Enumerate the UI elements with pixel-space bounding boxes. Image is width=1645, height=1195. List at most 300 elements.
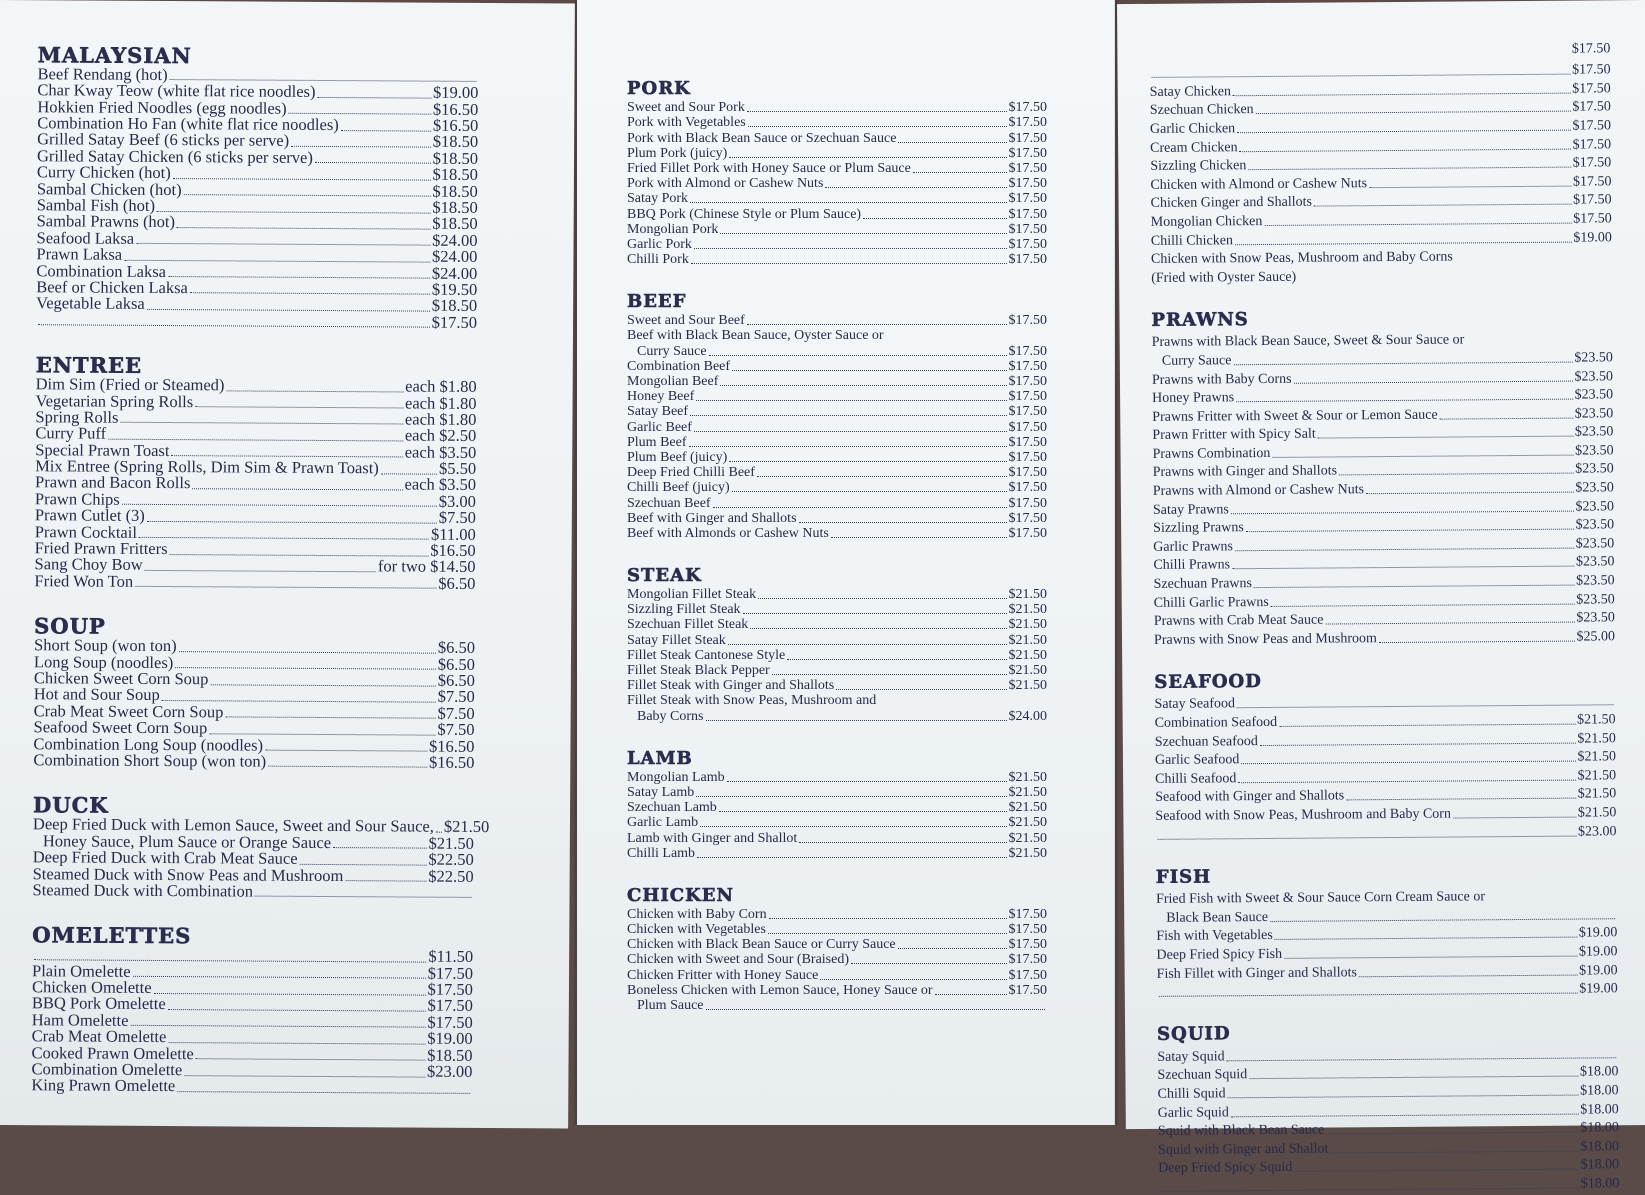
item-name: Satay Prawns	[1152, 501, 1229, 518]
dot-leader	[1275, 937, 1577, 940]
item-price: $19.50	[431, 279, 478, 299]
dot-leader	[345, 880, 426, 881]
item-price: each $1.80	[405, 376, 477, 397]
dot-leader	[898, 948, 1007, 949]
item-price: $21.50	[1577, 805, 1617, 821]
menu-item	[627, 708, 1047, 723]
menu-item	[627, 450, 1047, 465]
item-price: $21.50	[1008, 663, 1047, 678]
item-price: $17.50	[1008, 343, 1047, 359]
dot-leader	[1158, 835, 1576, 839]
item-price: $17.50	[1008, 449, 1047, 465]
dot-leader	[748, 126, 1007, 127]
dot-leader	[268, 766, 427, 768]
dot-leader	[694, 248, 1007, 249]
item-price: $23.50	[1575, 536, 1615, 552]
item-name: Chicken with Black Bean Sauce or Curry Sauce	[627, 937, 896, 953]
dot-leader	[184, 1075, 425, 1077]
dot-leader	[713, 507, 1007, 508]
item-name: Deep Fried Chilli Beef	[627, 465, 755, 481]
menu-item	[1151, 263, 1612, 285]
item-name: Hokkien Fried Noodles (egg noodles)	[37, 96, 287, 118]
item-price: for two $14.50	[377, 556, 476, 577]
item-price: $21.50	[1008, 587, 1047, 603]
dot-leader	[130, 1025, 425, 1028]
item-price: $18.00	[1579, 1064, 1619, 1080]
item-name: Prawn and Bacon Rolls	[34, 472, 191, 493]
item-price: $17.50	[1008, 100, 1047, 116]
item-name: Chicken with Vegetables	[627, 922, 766, 938]
menu-item	[627, 770, 1047, 785]
dot-leader	[772, 674, 1007, 675]
dot-leader	[700, 826, 1006, 827]
menu-section	[1151, 308, 1615, 648]
item-name: Fried Fish with Sweet & Sour Sauce Corn Cream Sauce or	[1155, 889, 1486, 908]
section-heading: MALAYSIAN	[37, 42, 192, 69]
item-name: Chilli Prawns	[1153, 557, 1231, 574]
dot-leader	[913, 172, 1007, 173]
dot-leader	[1236, 399, 1572, 403]
item-price: $24.00	[431, 263, 478, 283]
dot-leader	[1318, 436, 1573, 439]
item-price: $23.50	[1574, 350, 1613, 366]
dot-leader	[1272, 454, 1573, 457]
item-name: Dim Sim (Fried or Steamed)	[35, 374, 225, 395]
dot-leader	[210, 684, 435, 686]
dot-leader	[133, 976, 426, 979]
dot-leader	[732, 491, 1007, 492]
item-name: Prawns with Ginger and Shallots	[1152, 463, 1338, 481]
dot-leader	[1279, 724, 1575, 727]
item-price: $21.50	[1008, 617, 1047, 633]
item-name: BBQ Pork (Chinese Style or Plum Sauce)	[627, 206, 862, 222]
item-price: $17.50	[427, 1012, 473, 1032]
item-name: Chicken Ginger and Shallots	[1150, 194, 1313, 212]
item-price: $6.50	[437, 654, 476, 674]
menu-section	[1154, 670, 1616, 842]
dot-leader	[697, 857, 1006, 858]
item-price: $17.50	[1008, 236, 1047, 252]
item-price: $17.50	[1573, 192, 1612, 208]
item-price: $17.50	[1572, 81, 1611, 97]
dot-leader	[729, 157, 1006, 158]
dot-leader	[341, 130, 431, 132]
item-price: $23.50	[1575, 461, 1614, 478]
menu-section	[627, 80, 1047, 267]
menu-item	[627, 252, 1047, 267]
dot-leader	[175, 667, 436, 670]
item-price: $21.50	[428, 833, 474, 853]
item-price: $3.00	[438, 491, 477, 511]
item-name: Lamb with Ginger and Shallot	[627, 830, 798, 846]
menu-item	[627, 693, 1047, 708]
menu-item	[627, 663, 1047, 678]
menu-item	[627, 937, 1047, 952]
menu-item	[627, 389, 1047, 404]
item-name: Plum Pork (juicy)	[627, 145, 728, 161]
item-name: Chicken with Baby Corn	[627, 906, 767, 922]
item-price: $18.00	[1580, 1176, 1620, 1192]
menu-panel-left	[0, 0, 575, 1128]
dot-leader	[758, 598, 1006, 599]
item-name: Short Soup (won ton)	[34, 635, 177, 656]
item-price: $23.50	[1576, 591, 1615, 608]
item-price: $17.50	[1572, 174, 1612, 190]
item-price: $18.50	[432, 148, 479, 168]
menu-item	[627, 495, 1047, 510]
item-price: $17.50	[1008, 252, 1047, 268]
item-name: Chicken Sweet Corn Soup	[33, 668, 209, 689]
item-price: $24.00	[432, 246, 478, 267]
dot-leader	[1237, 130, 1570, 134]
item-name: Deep Fried Duck with Crab Meat Sauce	[32, 847, 298, 868]
item-name: Honey Sauce, Plum Sauce or Orange Sauce	[42, 831, 332, 852]
menu-panel-right	[1117, 0, 1645, 1192]
dot-leader	[1232, 566, 1574, 570]
item-name: Squid with Ginger and Shallot	[1157, 1141, 1329, 1158]
item-name: Garlic Beef	[627, 419, 692, 435]
dot-leader	[720, 385, 1006, 386]
dot-leader	[145, 570, 376, 572]
dot-leader	[1379, 640, 1575, 643]
item-name: Prawn Laksa	[36, 244, 123, 264]
item-name: Fillet Steak with Ginger and Shallots	[627, 678, 835, 694]
item-price: $21.50	[443, 817, 490, 837]
item-name: Combination Omelette	[31, 1059, 183, 1080]
menu-item	[627, 907, 1047, 922]
item-price: $17.50	[1008, 130, 1047, 146]
item-price: $21.50	[1008, 784, 1047, 800]
dot-leader	[836, 689, 1006, 690]
item-price: $17.50	[1008, 115, 1047, 131]
item-name: Special Prawn Toast	[35, 439, 170, 460]
item-price: $19.00	[1578, 944, 1618, 960]
dot-leader	[1487, 900, 1615, 901]
item-price: $17.50	[1008, 967, 1047, 983]
item-price: $18.00	[1580, 1083, 1619, 1099]
item-price: $6.50	[437, 670, 475, 690]
dot-leader	[168, 276, 430, 279]
dot-leader	[190, 293, 430, 295]
item-price: $18.50	[427, 1045, 473, 1065]
item-name: Beef or Chicken Laksa	[36, 277, 188, 298]
dot-leader	[317, 97, 431, 99]
item-name: Chicken with Almond or Cashew Nuts	[1150, 175, 1368, 193]
menu-item	[627, 130, 1047, 145]
item-name: Szechuan Chicken	[1149, 102, 1254, 119]
dot-leader	[1326, 1132, 1578, 1135]
dot-leader	[787, 659, 1006, 660]
item-price: $18.50	[431, 296, 478, 316]
menu-item	[627, 648, 1047, 663]
item-name: Sang Choy Bow	[34, 554, 143, 575]
item-name: Sweet and Sour Beef	[627, 313, 745, 329]
item-name: Mongolian Pork	[627, 221, 719, 237]
dot-leader	[122, 504, 437, 507]
item-price: $17.50	[1573, 211, 1612, 227]
dot-leader	[136, 243, 430, 246]
dot-leader	[1270, 918, 1615, 922]
menu-item	[33, 882, 474, 901]
menu-item	[627, 222, 1047, 237]
dot-leader	[706, 720, 1007, 721]
item-price: $23.00	[1577, 823, 1617, 840]
item-name: (Fried with Oyster Sauce)	[1151, 269, 1297, 286]
dot-leader	[1159, 993, 1577, 997]
dot-leader	[1330, 1150, 1578, 1153]
dot-leader	[120, 422, 403, 425]
item-name: Garlic Prawns	[1153, 539, 1234, 555]
item-price: $21.50	[1008, 632, 1047, 648]
dot-leader	[1228, 1094, 1578, 1098]
item-price: $23.50	[1575, 480, 1614, 496]
item-price: $21.50	[1008, 800, 1047, 816]
dot-leader	[147, 521, 437, 524]
menu-item	[627, 191, 1047, 206]
item-name: BBQ Pork Omelette	[31, 993, 166, 1014]
item-name: Satay Fillet Steak	[627, 632, 726, 648]
item-name: Long Soup (noodles)	[33, 651, 174, 672]
dot-leader	[177, 227, 430, 230]
item-price: $21.50	[1577, 749, 1617, 765]
section-heading: SEAFOOD	[1154, 670, 1262, 693]
dot-leader	[820, 979, 1006, 980]
item-name: Cooked Prawn Omelette	[31, 1042, 194, 1063]
menu-item	[627, 480, 1047, 495]
section-heading: PRAWNS	[1151, 308, 1249, 331]
dot-leader	[1254, 585, 1574, 589]
menu-item	[627, 785, 1047, 800]
dot-leader	[1235, 547, 1574, 551]
item-price: $17.50	[1008, 313, 1047, 329]
dot-leader	[192, 488, 402, 490]
dot-leader	[1440, 417, 1573, 419]
dot-leader	[1248, 167, 1570, 171]
item-name: Prawn Fritter with Spicy Salt	[1152, 426, 1316, 444]
item-name: Char Kway Teow (white flat rice noodles)	[37, 80, 316, 102]
dot-leader	[1298, 279, 1610, 281]
item-name: Szechuan Squid	[1157, 1067, 1248, 1084]
item-price: $17.50	[1008, 176, 1047, 192]
section-heading: STEAK	[627, 564, 702, 586]
menu-item	[36, 293, 478, 316]
item-price: $24.00	[1008, 708, 1047, 724]
item-price: each $1.80	[405, 393, 477, 413]
item-price: each $1.80	[404, 409, 477, 429]
item-name: Prawn Cutlet (3)	[34, 505, 145, 526]
item-name: Chilli Garlic Prawns	[1153, 594, 1269, 611]
item-name: Fish Fillet with Ginger and Shallots	[1156, 964, 1357, 982]
item-name: King Prawn Omelette	[31, 1075, 176, 1096]
dot-leader	[436, 832, 442, 833]
item-name: Chicken Fritter with Honey Sauce	[627, 967, 819, 983]
item-name: Prawns with Almond or Cashew Nuts	[1152, 482, 1365, 499]
item-price: $18.00	[1580, 1138, 1620, 1155]
item-name: Hot and Sour Soup	[33, 684, 160, 705]
item-name: Sizzling Chicken	[1150, 158, 1247, 175]
item-name: Plain Omelette	[32, 960, 131, 981]
item-price: $18.00	[1580, 1157, 1620, 1173]
section-heading: SQUID	[1157, 1023, 1231, 1045]
menu-section	[1149, 59, 1612, 286]
item-name: Crab Meat Sweet Corn Soup	[33, 701, 224, 722]
item-price: $21.50	[1577, 712, 1616, 728]
menu-item	[627, 343, 1047, 358]
dot-leader	[168, 1042, 425, 1045]
item-price: $21.50	[1008, 647, 1047, 663]
item-name: Sizzling Prawns	[1153, 520, 1244, 537]
item-price: $17.50	[1572, 136, 1612, 153]
item-price: $17.50	[1008, 465, 1047, 481]
item-name: Honey Prawns	[1152, 390, 1235, 406]
dot-leader	[696, 796, 1006, 797]
item-price: $17.50	[1008, 906, 1047, 922]
section-heading: OMELETTES	[32, 922, 192, 949]
menu-item	[1155, 820, 1616, 842]
dot-leader	[696, 400, 1006, 401]
dot-leader	[757, 476, 1007, 477]
item-price: $19.00	[1578, 925, 1618, 941]
dot-leader	[1369, 185, 1571, 188]
item-name: Garlic Lamb	[627, 815, 699, 831]
section-heading: ENTREE	[35, 352, 143, 379]
item-name: Combination Ho Fan (white flat rice noodles)	[37, 113, 339, 135]
item-price: $17.50	[431, 312, 478, 332]
item-price: $23.50	[1576, 573, 1615, 589]
section-heading: PORK	[627, 78, 691, 99]
dot-leader	[1339, 473, 1573, 476]
item-name: Black Bean Sauce	[1166, 909, 1269, 926]
item-price: each $3.50	[404, 442, 477, 462]
item-name: Chilli Lamb	[627, 845, 696, 861]
item-price: $17.50	[1008, 495, 1047, 511]
item-name: Seafood Laksa	[36, 228, 135, 248]
item-name: Boneless Chicken with Lemon Sauce, Honey Sauce or	[627, 982, 933, 998]
item-name: Satay Beef	[627, 404, 689, 420]
item-name: Chicken with Snow Peas, Mushroom and Baby Corns	[1150, 249, 1453, 268]
item-price: $17.50	[1008, 374, 1047, 389]
item-name: Prawns with Black Bean Sauce, Sweet & Sour Sauce or	[1151, 332, 1465, 351]
item-price: $17.50	[1008, 525, 1047, 541]
dot-leader	[124, 259, 430, 262]
menu-item	[627, 115, 1047, 130]
dot-leader	[184, 194, 431, 197]
dot-leader	[1231, 510, 1574, 514]
dot-leader	[255, 896, 472, 898]
item-price: $16.50	[430, 540, 476, 560]
section-heading: FISH	[1155, 865, 1212, 888]
item-name: Fried Fillet Pork with Honey Sauce or Plum Sauce	[627, 160, 911, 176]
item-name: Cream Chicken	[1150, 139, 1238, 156]
item-name: Satay Chicken	[1149, 84, 1232, 100]
item-price: $19.00	[1579, 981, 1618, 997]
item-name: Prawns with Baby Corns	[1151, 371, 1292, 388]
dot-leader	[139, 537, 429, 540]
dot-leader	[690, 202, 1006, 203]
dot-leader	[265, 750, 427, 752]
item-price: $17.50	[1008, 191, 1047, 207]
menu-item	[627, 617, 1047, 632]
item-price: $21.50	[1008, 830, 1047, 846]
dot-leader	[709, 355, 1007, 356]
dot-leader	[1231, 1113, 1578, 1117]
item-name: Garlic Pork	[627, 236, 692, 252]
item-name: Garlic Squid	[1157, 1104, 1229, 1121]
item-name: Beef with Black Bean Sauce, Oyster Sauce or	[627, 328, 884, 344]
item-price: $23.50	[1575, 517, 1615, 533]
dot-leader	[195, 406, 403, 408]
item-name: Grilled Satay Beef (6 sticks per serve)	[37, 129, 290, 151]
item-price: $21.50	[1577, 768, 1617, 784]
item-price: $17.50	[427, 963, 474, 983]
item-name: Sambal Chicken (hot)	[36, 178, 182, 199]
dot-leader	[1260, 742, 1575, 745]
dot-leader	[1233, 92, 1570, 96]
dot-leader	[1227, 1057, 1617, 1061]
dot-leader	[1346, 798, 1576, 801]
item-name: Deep Fried Spicy Squid	[1158, 1160, 1293, 1177]
item-name: Plum Sauce	[637, 998, 704, 1013]
menu-section	[36, 44, 479, 331]
item-price: $23.00	[427, 1061, 473, 1081]
dot-leader	[831, 537, 1007, 538]
menu-item	[627, 176, 1047, 191]
menu-item	[627, 419, 1047, 434]
dot-leader	[728, 644, 1007, 645]
section-heading: DUCK	[33, 792, 109, 819]
item-name: Mongolian Lamb	[627, 769, 725, 785]
item-price: $18.50	[432, 181, 478, 201]
item-price: $11.50	[428, 946, 474, 967]
item-name: Szechuan Beef	[627, 495, 711, 511]
item-name: Honey Beef	[627, 389, 695, 405]
dot-leader	[694, 431, 1007, 432]
item-name: Vegetarian Spring Rolls	[35, 390, 194, 411]
dot-leader	[173, 178, 431, 181]
item-name: Seafood with Snow Peas, Mushroom and Baby Corn	[1155, 806, 1451, 824]
menu-item	[627, 237, 1047, 252]
item-name: Ham Omelette	[31, 1010, 129, 1030]
item-price: $19.00	[427, 1028, 473, 1049]
dot-leader	[1256, 111, 1571, 114]
dot-leader	[168, 1009, 426, 1012]
item-name: Curry Sauce	[1161, 353, 1232, 369]
item-name: Curry Sauce	[637, 343, 707, 359]
item-name: Chicken with Sweet and Sour (Braised)	[627, 952, 850, 968]
dot-leader	[825, 187, 1006, 188]
dot-leader	[863, 218, 1006, 219]
item-name: Beef Rendang (hot)	[37, 64, 168, 84]
item-price: $16.50	[432, 99, 479, 119]
dot-leader	[729, 461, 1006, 462]
menu-item	[627, 511, 1047, 526]
item-price: $7.50	[437, 703, 475, 723]
item-name: Mix Entree (Spring Rolls, Dim Sim & Prawn Toast)	[35, 456, 379, 478]
item-price: $16.50	[432, 115, 479, 135]
item-name: Spring Rolls	[35, 407, 119, 427]
dot-leader	[719, 811, 1007, 812]
item-price: $21.50	[1008, 845, 1047, 861]
item-price: $17.50	[1008, 982, 1047, 998]
item-price: $25.00	[1576, 629, 1616, 645]
dot-leader	[769, 918, 1007, 919]
dot-leader	[1366, 492, 1573, 495]
dot-leader	[851, 963, 1006, 964]
menu-item	[627, 678, 1047, 693]
item-price: $6.50	[437, 637, 476, 658]
item-name: Sambal Prawns (hot)	[36, 211, 176, 232]
menu-item	[1154, 625, 1615, 647]
